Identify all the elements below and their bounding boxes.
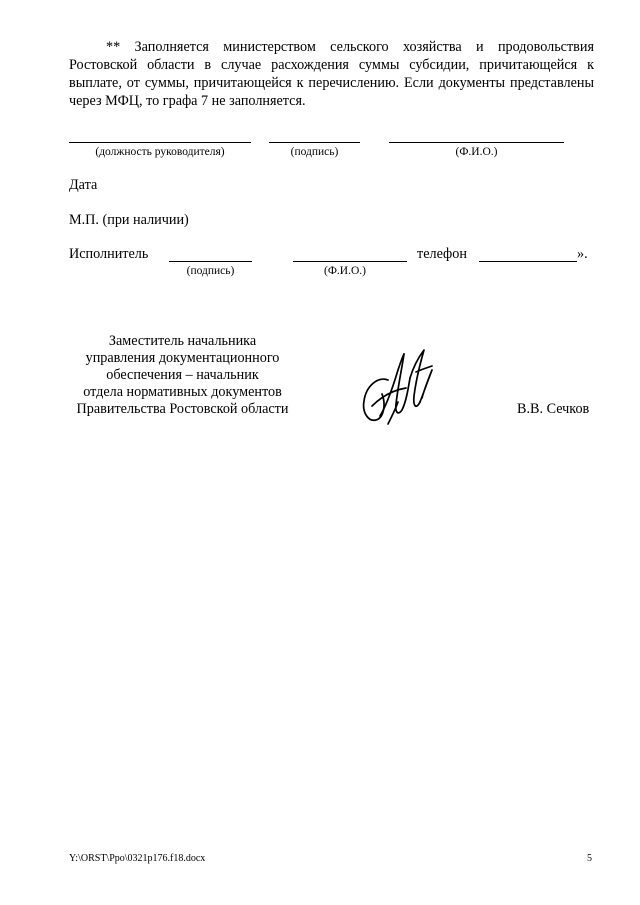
head-name-line [389,142,564,143]
handwritten-signature [358,346,438,428]
closing-quote: ». [577,246,588,262]
head-signature-line [269,142,360,143]
phone-line [479,261,577,262]
executor-signature-line [169,261,252,262]
executor-name-line [293,261,407,262]
executor-signature-caption: (подпись) [186,265,235,277]
page-number: 5 [587,853,592,864]
position-caption: (должность руководителя) [95,146,225,158]
approver-position [60,333,305,418]
approver-line: управления документационного [85,350,280,366]
approver-name: В.В. Сечков [517,401,590,417]
stamp-label: М.П. (при наличии) [69,212,189,228]
position-signature-line [69,142,251,143]
name-caption: (Ф.И.О.) [455,146,498,158]
approver-line: обеспечения – начальник [106,367,259,383]
footer-file-path: Y:\ORST\Ppo\0321p176.f18.docx [69,853,206,864]
executor-name-caption: (Ф.И.О.) [324,265,366,277]
executor-label: Исполнитель [69,246,149,262]
approver-line: Правительства Ростовской области [76,401,289,417]
footnote-paragraph [69,38,594,110]
date-label: Дата [69,177,98,193]
footnote-text: ** Заполняется министерством сельского хозяйства и продовольствия Ростовской области в случае расхождения суммы субсидии, причитающейся к выплате, от суммы, причитающейся к перечислению. Если документы представлены через МФЦ, то графа 7 не заполняется. [69,39,594,109]
phone-label: телефон [417,246,467,262]
approver-line: Заместитель начальника [108,333,257,349]
approver-line: отдела нормативных документов [83,384,282,400]
signature-caption: (подпись) [290,146,339,158]
